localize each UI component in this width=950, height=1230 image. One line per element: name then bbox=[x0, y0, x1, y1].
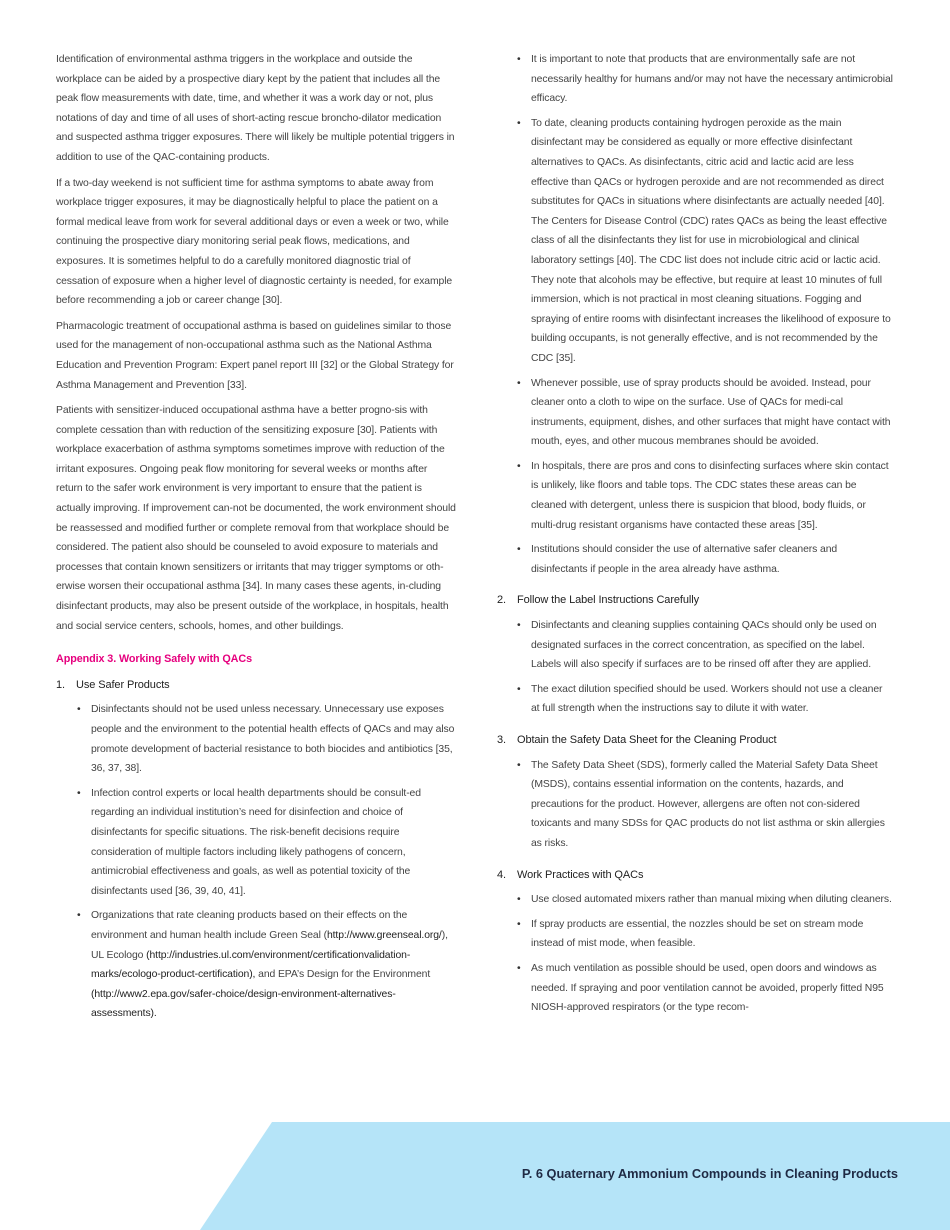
section-number: 3. bbox=[497, 734, 506, 746]
list-item: • In hospitals, there are pros and cons to disinfecting surfaces where skin contact is unlikely, like floors and table tops. The CDC states these areas can be cleaned with detergent, unless there is suspicion that blood, body fluids, or multi-drug resistant organisms have contacted these areas [35]. bbox=[517, 457, 893, 535]
section-number: 2. bbox=[497, 594, 506, 607]
section-heading bbox=[497, 591, 893, 611]
section-number: 1. bbox=[56, 678, 65, 691]
list-item: • Disinfectants should not be used unless necessary. Unnecessary use exposes people and the environment to the potential health effects of QACs and may also promote development of bacterial resistance to both biocides and antibiotics [35, 36, 37, 38]. bbox=[77, 700, 456, 778]
section-heading bbox=[497, 866, 893, 886]
list-item: • The exact dilution specified should be used. Workers should not use a cleaner at full strength when the instructions say to dilute it with water. bbox=[517, 680, 893, 719]
page-footer-title: P. 6 Quaternary Ammonium Compounds in Cleaning Products bbox=[521, 1166, 898, 1181]
list-item: • As much ventilation as possible should be used, open doors and windows as needed. If spraying and poor ventilation cannot be avoided, properly fitted N95 NIOSH-approved respirators (or the type recom- bbox=[517, 959, 893, 1018]
org-text-3: and EPA’s Design for the Environment bbox=[255, 969, 431, 981]
greenseal-link[interactable]: http://www.greenseal.org/ bbox=[326, 929, 442, 941]
list-item: • If spray products are essential, the nozzles should be set on stream mode instead of mist mode, when feasible. bbox=[517, 915, 893, 954]
left-column bbox=[56, 50, 456, 1036]
section-title: Follow the Label Instructions Carefully bbox=[517, 594, 699, 607]
list-item: • Institutions should consider the use of alternative safer cleaners and disinfectants if people in the area already have asthma. bbox=[517, 540, 893, 579]
section-title: Work Practices with QACs bbox=[517, 868, 644, 881]
section-number: 4. bbox=[497, 868, 506, 881]
list-item: • Disinfectants and cleaning supplies containing QACs should only be used on designated surfaces in the correct concentration, as specified on the label. Labels will also specify if surfaces are to be rinsed off after they are applied. bbox=[517, 616, 893, 675]
org-text-2: ), UL Ecologo bbox=[91, 929, 448, 961]
section-heading bbox=[56, 676, 456, 696]
bullet-list bbox=[56, 700, 456, 1024]
list-item: • To date, cleaning products containing hydrogen peroxide as the main disinfectant may be considered as equally or more effective disinfectant alternatives to QACs. As disinfectants, citric acid and lactic acid are less effective than QACs or hydrogen peroxide and are not recommended as direct substitutes for QACs in situations where disinfectants are actually needed [40]. The Centers for Disease Control (CDC) rates QACs as being the least effective class of all the disinfectants they list for use in microbiological and clinical laboratory settings [40]. The CDC list does not include citric acid or lactic acid. They note that alcohols may be effective, but require at least 10 minutes of full immersion, which is not practical in most cleaning situations. Fogging and spraying of entire rooms with disinfectant increases the likelihood of exposure to building occupants, is not generally effective, and is not recommended by the CDC [35]. bbox=[517, 114, 893, 369]
body-paragraph: Identification of environmental asthma triggers in the workplace and outside the workplace can be aided by a prospective diary kept by the patient that includes all the peak flow measurements with date, time, and whether it was a work day or not, plus notations of day and time of all uses of short-acting rescue broncho-dilator medication and suspected asthma trigger exposures. There will likely be multiple potential triggers in addition to use of the QAC-containing products. bbox=[56, 54, 455, 163]
epa-dfe-link[interactable]: (http://www2.epa.gov/safer-choice/design-environment-alternatives-assessments). bbox=[91, 988, 396, 1020]
bullet-list bbox=[497, 616, 893, 719]
list-item: • Infection control experts or local health departments should be consult-ed regarding an individual institution’s need for disinfection and choice of disinfectants for specific situations. The risk-benefit decisions require consideration of multiple factors including likely pathogens of concern, antimicrobial effectiveness and goals, as well as potential toxicity of the disinfectants used [36, 39, 40, 41]. bbox=[77, 784, 456, 902]
appendix-title: Appendix 3. Working Safely with QACs bbox=[56, 653, 252, 666]
bullet-list bbox=[497, 890, 893, 1018]
list-item: • Use closed automated mixers rather than manual mixing when diluting cleaners. bbox=[517, 890, 893, 910]
section-title: Obtain the Safety Data Sheet for the Cleaning Product bbox=[517, 734, 777, 746]
section-use-safer-products bbox=[56, 676, 456, 1024]
list-item: • The Safety Data Sheet (SDS), formerly called the Material Safety Data Sheet (MSDS), contains essential information on the contents, hazards, and precautions for the product. However, allergens are often not con-sidered toxicants and many SDSs for QAC products do not list asthma or skin allergies as risks. bbox=[517, 756, 893, 854]
body-paragraph: Patients with sensitizer-induced occupational asthma have a better progno-sis with complete cessation than with reduction of the sensitizing exposure [30]. Patients with workplace exacerbation of asthma symptoms sometimes improve with reduction of the irritant exposures. Ongoing peak flow monitoring for several weeks or months after return to the safer work environment is very important to ensure that the patient is actually improving. If improvement can-not be documented, the work environment should be reassessed and modified further or complete removal from that workplace should be considered. The patient also should be counseled to avoid exposure to materials and processes that contain known sensitizers or irritants that may trigger symptoms or oth-erwise worsen their occupational asthma [34]. In many cases these agents, in-cluding disinfectant products, may also be present outside of the workplace, in hospitals, health and social service centers, schools, homes, and other buildings. bbox=[56, 405, 456, 632]
section-title: Use Safer Products bbox=[76, 678, 170, 691]
list-item: • It is important to note that products that are environmentally safe are not necessarily healthy for humans and/or may not have the necessary antimicrobial efficacy. bbox=[517, 50, 893, 109]
section-safety-data-sheet bbox=[497, 731, 893, 854]
org-text-1: Organizations that rate cleaning products based on their effects on the environment and human health include Green Seal ( bbox=[91, 910, 408, 941]
section-label-instructions bbox=[497, 591, 893, 719]
body-paragraph: Pharmacologic treatment of occupational asthma is based on guidelines similar to those used for the management of non-occupational asthma such as the National Asthma Education and Prevention Program: Expert panel report III [32] or the Global Strategy for Asthma Management and Prevention [33]. bbox=[56, 320, 454, 391]
body-paragraph: If a two-day weekend is not sufficient time for asthma symptoms to abate away from workplace trigger exposures, it may be diagnostically helpful to place the patient on a formal medical leave from work for several additional days or even a week or two, while continuing the prospective diary monitoring serial peak flows, medications, and exposures. It is sometimes helpful to do a carefully monitored diagnostic trial of cessation of exposure when a higher level of diagnostic certainty is needed, for example before recommending a job or career change [30]. bbox=[56, 177, 453, 307]
section-work-practices bbox=[497, 866, 893, 1018]
list-item: • Whenever possible, use of spray products should be avoided. Instead, pour cleaner onto a cloth to wipe on the surface. Use of QACs for medi-cal instruments, equipment, dishes, and other surfaces that might have contact with mouth, eyes, and other mucous membranes should be avoided. bbox=[517, 374, 893, 452]
bullet-list-continued bbox=[497, 50, 893, 579]
ul-ecologo-link[interactable]: (http://industries.ul.com/environment/certificationvalidation-marks/ecologo-product-certification), bbox=[91, 949, 411, 981]
section-heading bbox=[497, 731, 893, 751]
list-item-organizations bbox=[77, 906, 456, 1024]
right-column bbox=[497, 50, 893, 1030]
bullet-list bbox=[497, 756, 893, 854]
